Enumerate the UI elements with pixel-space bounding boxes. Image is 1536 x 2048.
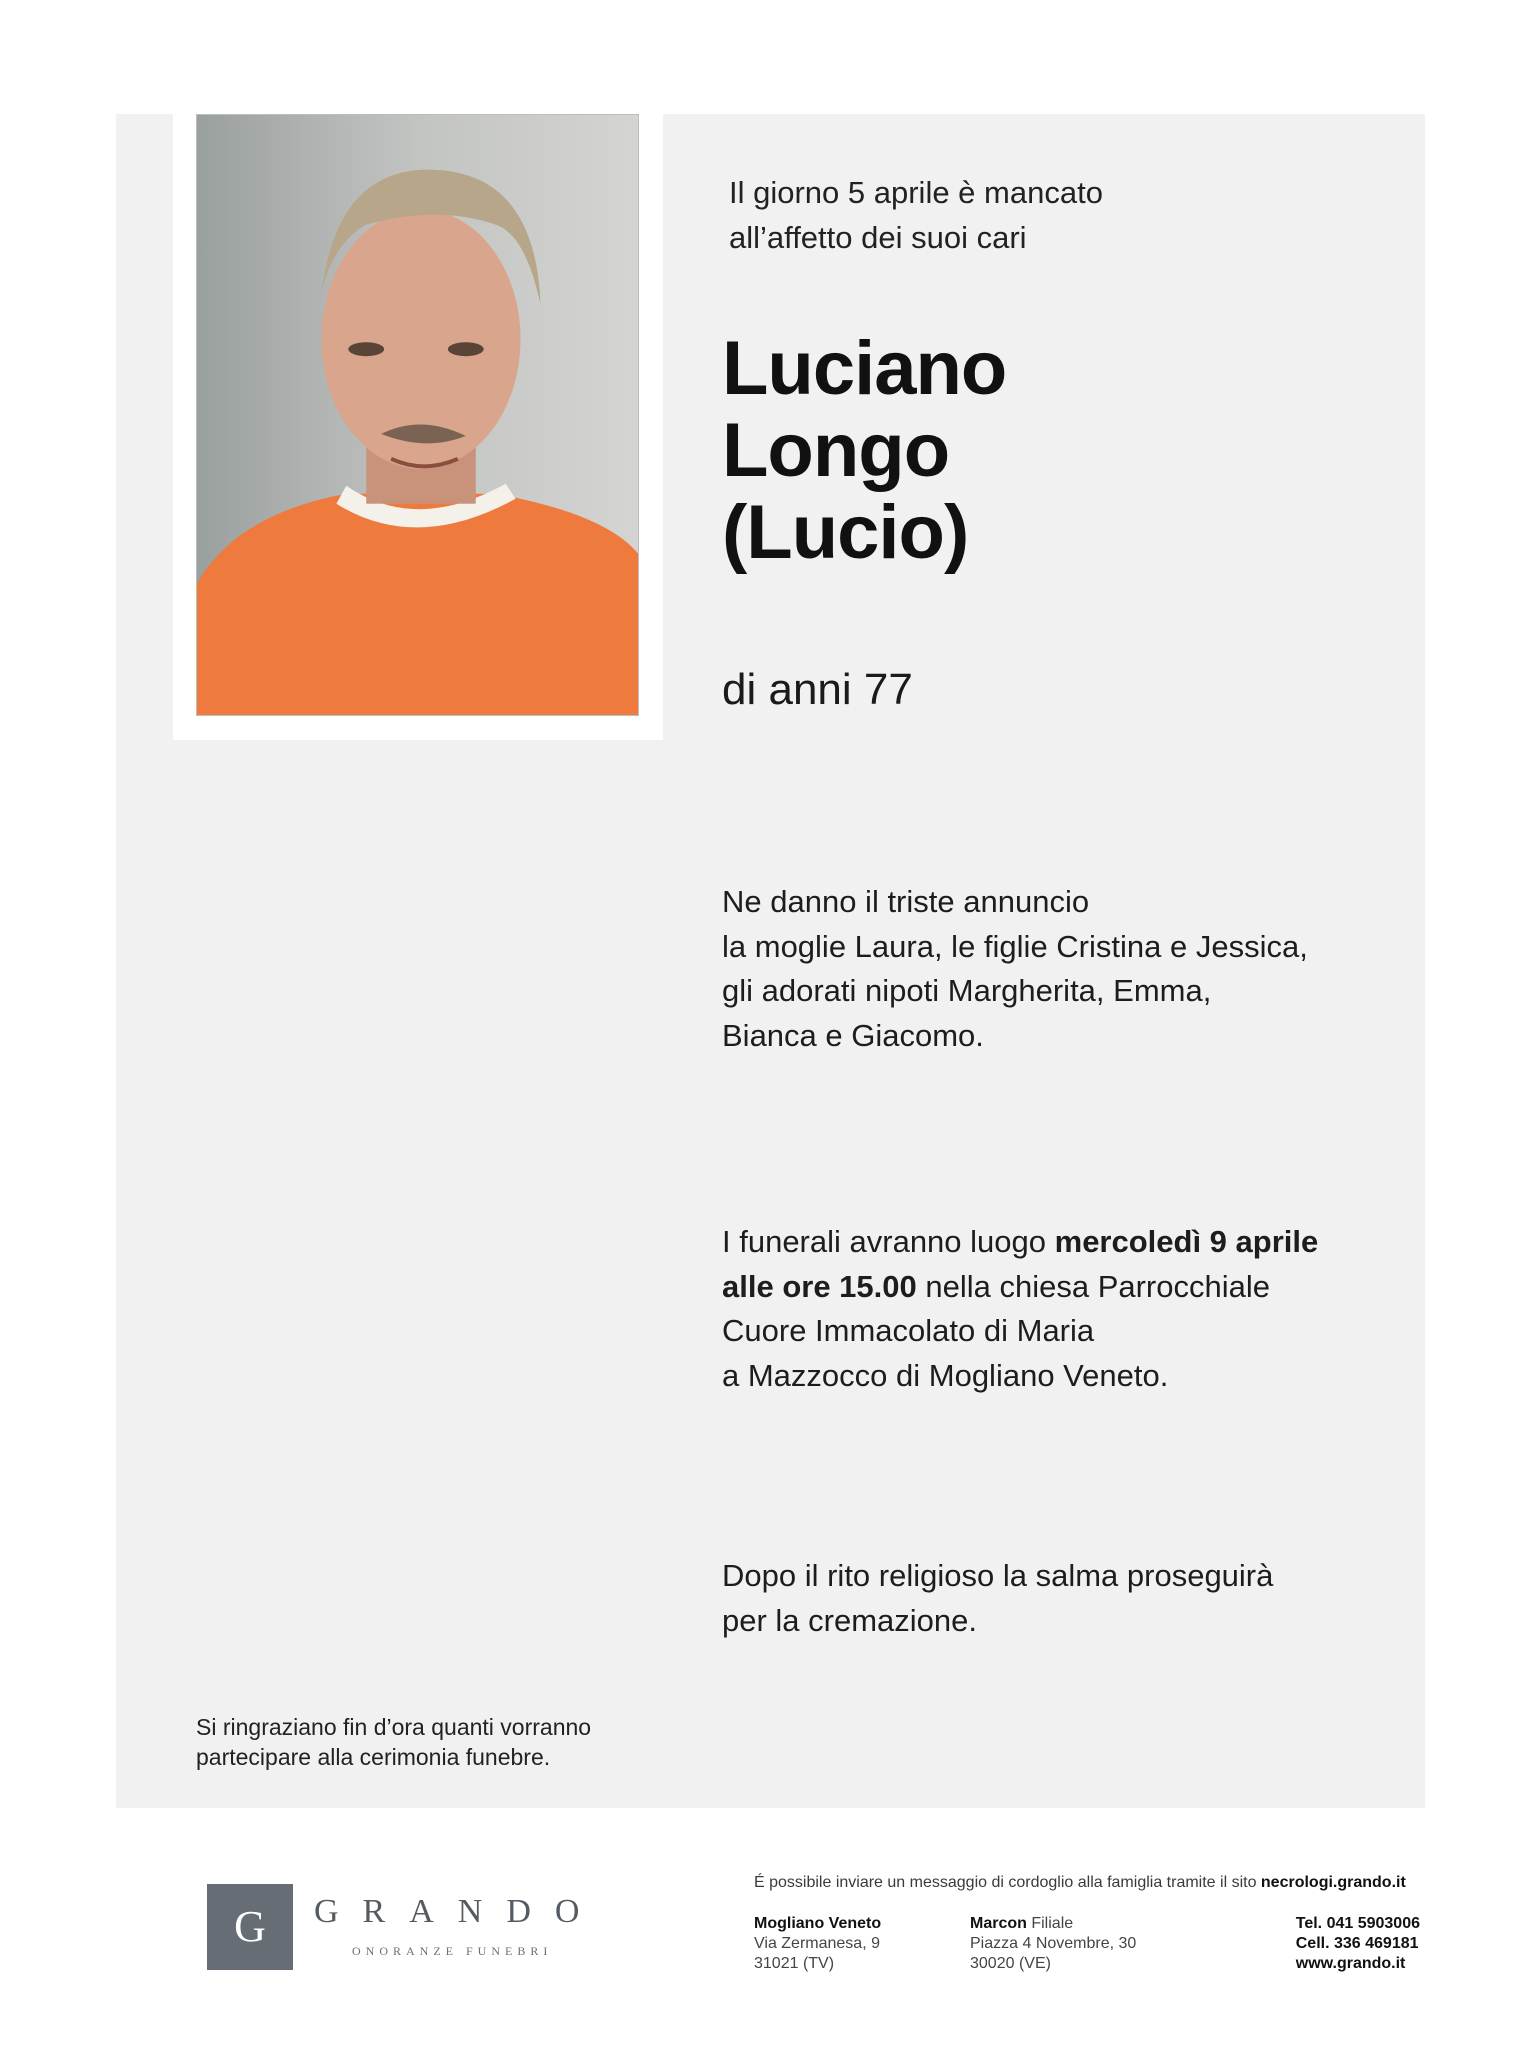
announcement-paragraph [722, 880, 1308, 1058]
thanks-line: partecipare alla cerimonia funebre. [196, 1744, 551, 1770]
announcement-line: Bianca e Giacomo. [722, 1017, 984, 1053]
office-name [970, 1914, 1136, 1934]
age-text: di anni 77 [722, 665, 913, 714]
announcement-line: gli adorati nipoti Margherita, Emma, [722, 973, 1212, 1008]
office-suffix: Filiale [1026, 1915, 1074, 1932]
first-name: Luciano [722, 326, 1007, 411]
cremation-line: Dopo il rito religioso la salma proseguirà [722, 1558, 1274, 1593]
contact-info [1296, 1914, 1420, 1974]
announcement-line: la moglie Laura, le figlie Cristina e Jessica, [722, 928, 1308, 964]
funeral-line-3: Cuore Immacolato di Maria [722, 1313, 1095, 1348]
grando-logo-mark: G [207, 1884, 293, 1970]
condolence-site-link[interactable]: necrologi.grando.it [1260, 1874, 1406, 1891]
funeral-time: alle ore 15.00 [722, 1268, 917, 1304]
office-city: 31021 (TV) [754, 1955, 835, 1972]
deceased-portrait [196, 114, 639, 716]
funeral-text: I funerali avranno luogo [722, 1224, 1055, 1259]
funeral-paragraph [722, 1220, 1318, 1398]
funeral-line-1 [722, 1220, 1318, 1265]
office-city: 30020 (VE) [970, 1955, 1051, 1972]
nickname: (Lucio) [722, 490, 969, 575]
cell-number[interactable]: Cell. 336 469181 [1295, 1935, 1419, 1952]
office-address: Via Zermanesa, 9 [754, 1935, 880, 1952]
thanks-note [196, 1712, 591, 1772]
funeral-line-4: a Mazzocco di Mogliano Veneto. [722, 1357, 1169, 1393]
thanks-line: Si ringraziano fin d’ora quanti vorranno [196, 1714, 592, 1740]
intro-text [729, 170, 1103, 260]
grando-logo-wordmark: GRANDO [314, 1893, 604, 1930]
intro-line: all’affetto dei suoi cari [729, 220, 1027, 255]
phone-number[interactable]: Tel. 041 5903006 [1295, 1915, 1420, 1932]
condolence-text: É possibile inviare un messaggio di cordoglio alla famiglia tramite il sito [754, 1874, 1261, 1891]
grando-logo-tagline: ONORANZE FUNEBRI [352, 1944, 553, 1958]
intro-line: Il giorno 5 aprile è mancato [729, 175, 1103, 210]
website-link[interactable]: www.grando.it [1295, 1955, 1406, 1972]
deceased-name [722, 328, 1006, 574]
office-mogliano [754, 1914, 881, 1974]
condolence-note [754, 1874, 1406, 1892]
office-name-text: Marcon [970, 1915, 1027, 1932]
office-address: Piazza 4 Novembre, 30 [970, 1935, 1137, 1952]
office-marcon [970, 1914, 1136, 1974]
funeral-date: mercoledì 9 aprile [1054, 1224, 1319, 1259]
cremation-paragraph [722, 1554, 1273, 1643]
last-name: Longo [722, 408, 950, 493]
announcement-line: Ne danno il triste annuncio [722, 884, 1090, 919]
office-name: Mogliano Veneto [754, 1915, 882, 1932]
funeral-line-2 [722, 1265, 1318, 1310]
cremation-line: per la cremazione. [722, 1602, 978, 1638]
funeral-text: nella chiesa Parrocchiale [916, 1268, 1270, 1304]
